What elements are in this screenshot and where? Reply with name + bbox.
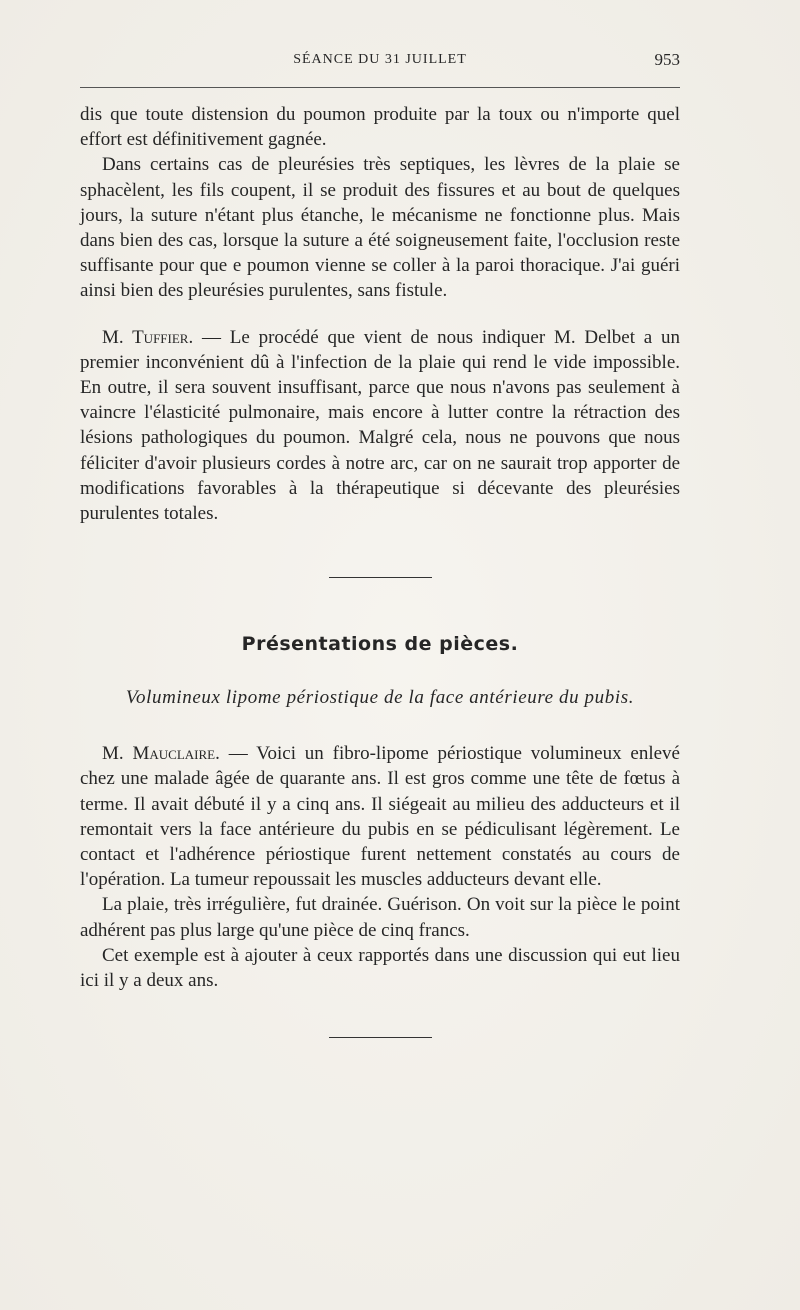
paragraph-pleuresies: Dans certains cas de pleurésies très septiques, les lèvres de la plaie se sphacèlent, les fils coupent, il se produit des fissures et au bout de quelques jours, la suture n'étant plus étanche, le mécanisme ne fonctionne plus. Mais dans bien des cas, lorsque la suture a été soigneusement faite, l'occlusion reste suffisante pour que e poumon vienne se coller à la paroi thoracique. J'ai guéri ainsi bien des pleurésies purulentes, sans fistule. — [80, 154, 680, 302]
section-subtitle: Volumineux lipome périostique de la face antérieure du pubis. — [125, 687, 635, 709]
page-header — [80, 50, 680, 74]
paragraph-mauclaire — [80, 741, 680, 892]
speaker-text: — Voici un fibro-lipome périostique volumineux enlevé chez une malade âgée de quarante ans. Il est gros comme une tête de fœtus à terme. Il avait débuté il y a cinq ans. Il siégeait au milieu des adducteurs et il remontait vers la face antérieure du pubis en se pédiculisant légèrement. Le contact et l'adhérence périostique furent nettement constatés au cours de l'opération. La tumeur repoussait les muscles adducteurs devant elle. — [80, 743, 680, 891]
paragraph-exemple: Cet exemple est à ajouter à ceux rapportés dans une discussion qui eut lieu ici il y a deux ans. — [80, 944, 680, 992]
paragraph-continuation: dis que toute distension du poumon produite par la toux ou n'importe quel effort est définitivement gagnée. — [80, 104, 680, 151]
speaker-text: — Le procédé que vient de nous indiquer M. Delbet a un premier inconvénient dû à l'infection de la plaie qui rend le vide impossible. En outre, il sera souvent insuffisant, parce que nous n'avons pas seulement à vaincre l'élasticité pulmonaire, mais encore à lutter contre la rétraction des lésions pathologiques du poumon. Malgré cela, nous ne pouvons que nous féliciter d'avoir plusieurs cordes à notre arc, car on ne saurait trop apporter de modifications favorables à la thérapeutique si décevante des pleurésies purulentes totales. — [80, 326, 680, 525]
section-title: Présentations de pièces. — [241, 633, 519, 656]
speaker-name: M. Tuffier. — [102, 326, 194, 348]
end-separator — [329, 1037, 432, 1038]
paragraph-plaie: La plaie, très irrégulière, fut drainée. Guérison. On voit sur la pièce le point adhérent pas plus large qu'une pièce de cinq francs. — [80, 894, 680, 941]
speaker-name: M. Mauclaire. — [102, 743, 220, 765]
paragraph-tuffier — [80, 325, 680, 527]
page-number: 953 — [654, 50, 680, 69]
spacer — [80, 304, 680, 325]
running-head: SÉANCE DU 31 JUILLET — [293, 52, 467, 67]
header-rule — [80, 87, 680, 88]
section-separator — [329, 577, 432, 578]
body-text — [80, 102, 680, 1038]
spacer — [80, 709, 680, 741]
